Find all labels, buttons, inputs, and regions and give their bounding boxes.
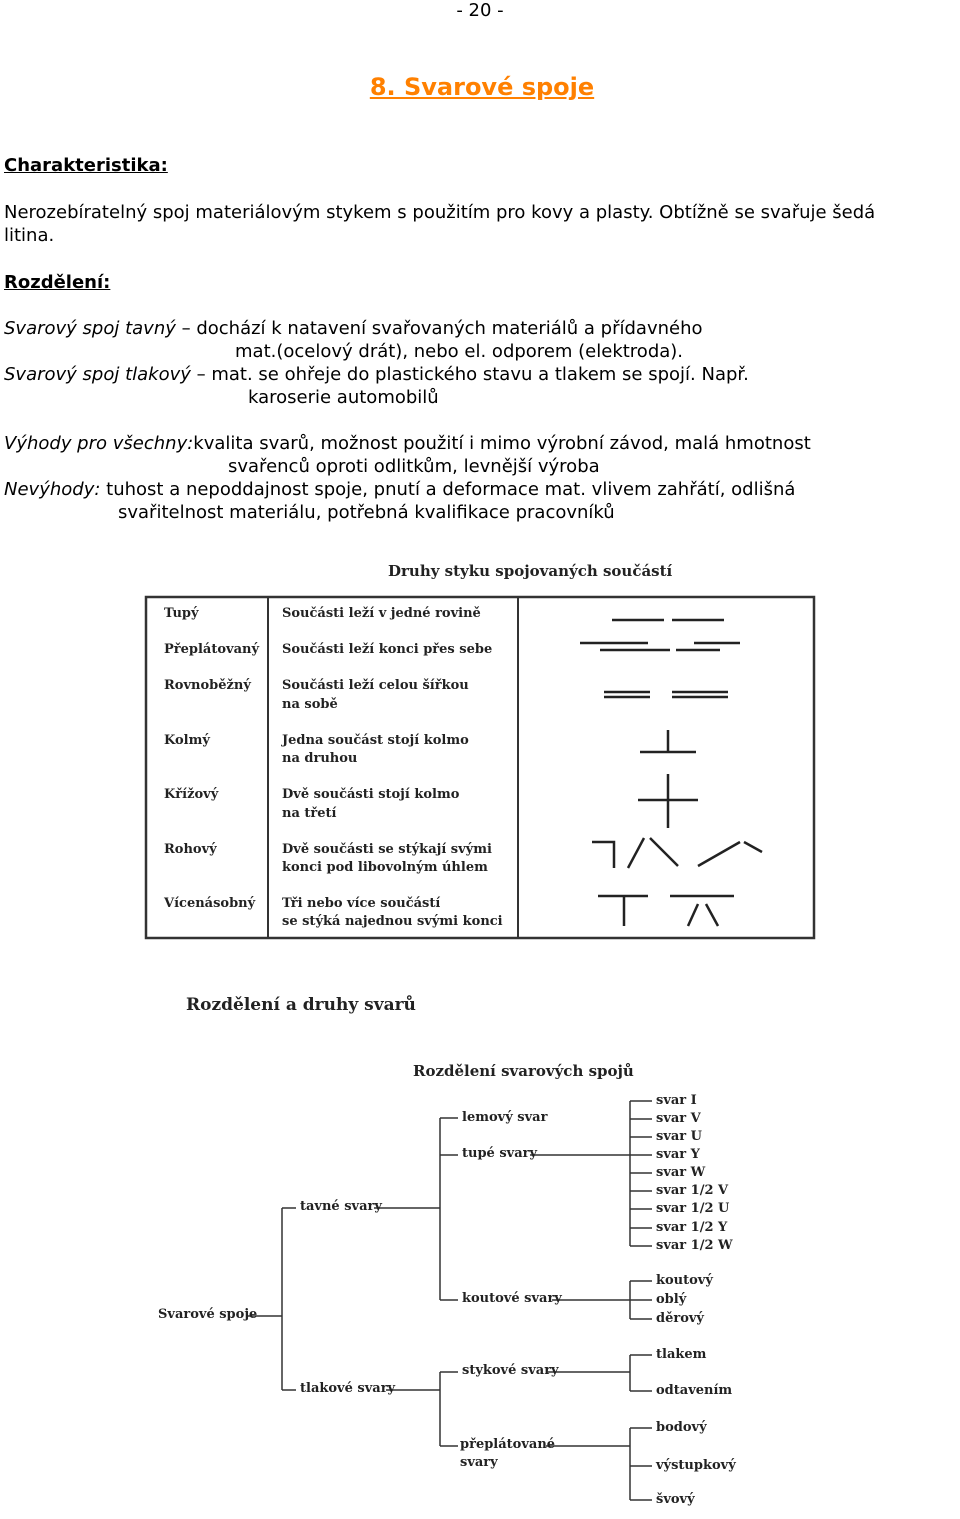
tree-root: Svarové spoje <box>158 1307 258 1322</box>
butt-type-4: svar W <box>656 1165 706 1180</box>
pressure-desc2: karoserie automobilů <box>248 387 439 408</box>
joint-name-5: Rohový <box>164 842 217 857</box>
fillet-type-2: děrový <box>656 1311 704 1326</box>
tree-fillet: koutové svary <box>462 1291 562 1306</box>
joint-name-4: Křížový <box>164 787 219 802</box>
joint-desc-6b: se stýká najednou svými konci <box>282 914 503 929</box>
joint-desc-2a: Součásti leží celou šířkou <box>282 678 469 693</box>
page-number: - 20 - <box>456 0 504 21</box>
tree-edge: lemový svar <box>462 1110 548 1125</box>
tree-fusion: tavné svary <box>300 1199 382 1214</box>
joint-name-3: Kolmý <box>164 733 210 748</box>
joint-desc-3a: Jedna součást stojí kolmo <box>282 733 469 748</box>
butt-type-1: svar V <box>656 1111 701 1126</box>
joint-desc-4a: Dvě součásti stojí kolmo <box>282 787 460 802</box>
tree-lap-2: svary <box>460 1455 498 1470</box>
pressure-term: Svarový spoj tlakový <box>4 364 191 385</box>
joint-name-1: Přeplátovaný <box>164 642 260 657</box>
weld-tree-title: Rozdělení svarových spojů <box>413 1062 634 1080</box>
contact-type-0: tlakem <box>656 1347 707 1362</box>
fillet-type-0: koutový <box>656 1273 713 1288</box>
pros-desc1: kvalita svarů, možnost použití i mimo výrobní závod, malá hmotnost <box>193 433 811 454</box>
fillet-type-1: oblý <box>656 1292 687 1307</box>
joint-desc-5a: Dvě součásti se stýkají svými <box>282 842 492 857</box>
joint-desc-5b: konci pod libovolným úhlem <box>282 860 488 875</box>
lap-type-1: výstupkový <box>656 1458 736 1473</box>
cons-desc1: tuhost a nepoddajnost spoje, pnutí a deformace mat. vlivem zahřátí, odlišná <box>100 479 796 500</box>
butt-type-7: svar 1/2 Y <box>656 1220 728 1235</box>
joint-desc-6a: Tři nebo více součástí <box>282 896 441 911</box>
joint-types-title: Druhy styku spojovaných součástí <box>388 562 673 580</box>
butt-type-8: svar 1/2 W <box>656 1238 733 1253</box>
characteristics-text-line1: Nerozebíratelný spoj materiálovým stykem s použitím pro kovy a plasty. Obtížně se svařuje šedá <box>4 202 876 223</box>
joint-desc-2b: na sobě <box>282 697 338 712</box>
pros-term: Výhody pro všechny: <box>4 433 194 454</box>
characteristics-heading: Charakteristika: <box>4 155 168 176</box>
butt-type-0: svar I <box>656 1093 697 1108</box>
joint-name-2: Rovnoběžný <box>164 678 251 693</box>
fusion-desc1: – dochází k natavení svařovaných materiálů a přídavného <box>175 318 703 339</box>
lap-type-2: švový <box>656 1492 695 1507</box>
butt-type-3: svar Y <box>656 1147 700 1162</box>
tree-pressure: tlakové svary <box>300 1381 396 1396</box>
fusion-term: Svarový spoj tavný <box>4 318 176 339</box>
joint-name-6: Vícenásobný <box>164 896 256 911</box>
characteristics-text-line2: litina. <box>4 225 55 246</box>
division-heading: Rozdělení: <box>4 272 111 293</box>
butt-type-6: svar 1/2 U <box>656 1201 730 1216</box>
tree-butt: tupé svary <box>462 1146 538 1161</box>
weld-division-heading: Rozdělení a druhy svarů <box>186 995 416 1015</box>
chapter-title: 8. Svarové spoje <box>369 73 595 101</box>
cons-term: Nevýhody: <box>4 479 101 500</box>
butt-type-2: svar U <box>656 1129 703 1144</box>
joint-desc-0: Součásti leží v jedné rovině <box>282 606 481 621</box>
joint-desc-1: Součásti leží konci přes sebe <box>282 642 493 657</box>
contact-type-1: odtavením <box>656 1383 733 1398</box>
butt-type-5: svar 1/2 V <box>656 1183 729 1198</box>
tree-lap-1: přeplátované <box>460 1437 556 1452</box>
lap-type-0: bodový <box>656 1420 707 1435</box>
joint-name-0: Tupý <box>164 606 199 621</box>
joint-desc-3b: na druhou <box>282 751 358 766</box>
tree-contact: stykové svary <box>462 1363 559 1378</box>
pros-desc2: svařenců oproti odlitkům, levnější výroba <box>228 456 600 477</box>
fusion-desc2: mat.(ocelový drát), nebo el. odporem (elektroda). <box>235 341 684 362</box>
cons-desc2: svařitelnost materiálu, potřebná kvalifikace pracovníků <box>118 502 615 523</box>
joint-desc-4b: na třetí <box>282 806 337 821</box>
pressure-desc1: – mat. se ohřeje do plastického stavu a tlakem se spojí. Např. <box>190 364 749 385</box>
